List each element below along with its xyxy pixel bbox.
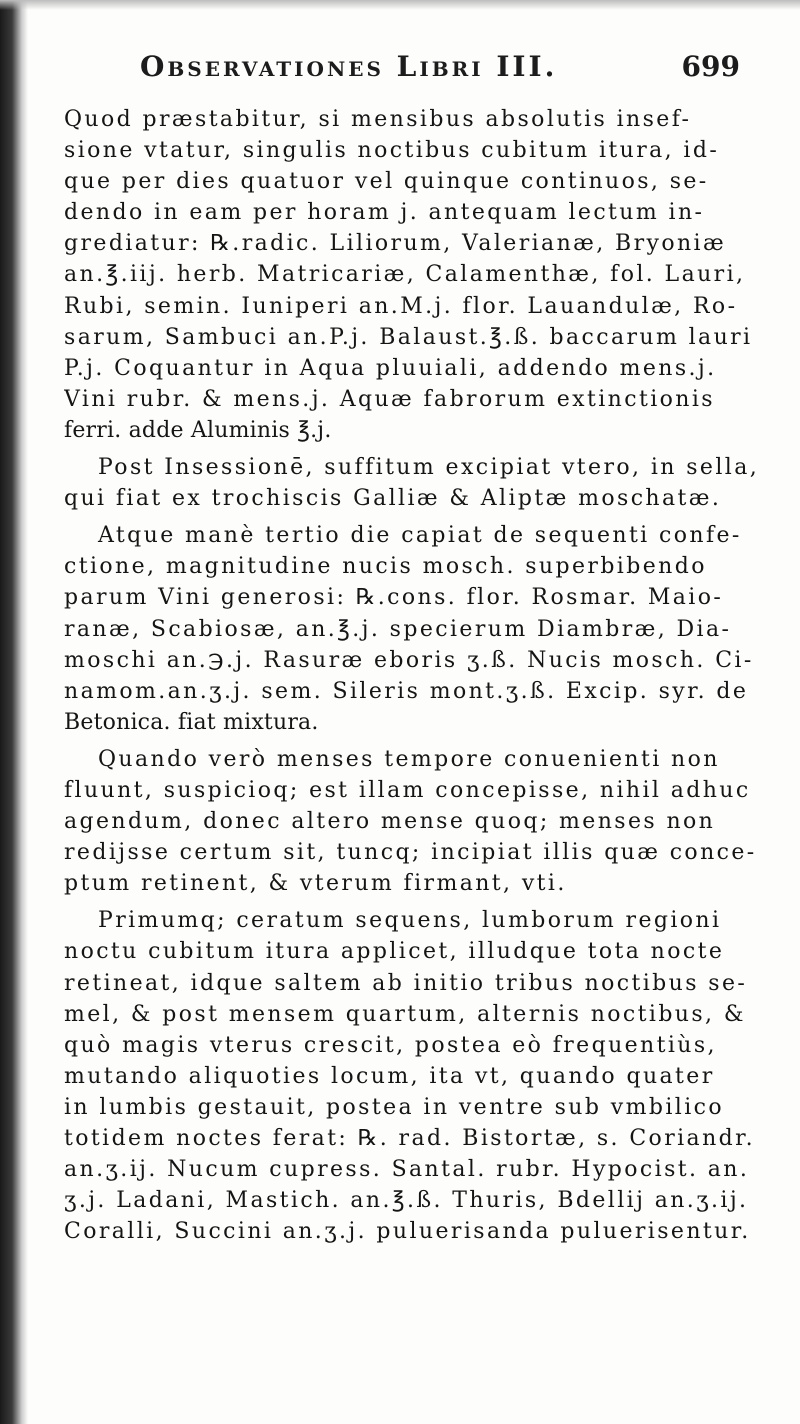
text-line: fluunt, suspicioq; est illam concepisse, nihil adhuc [64, 777, 751, 803]
text-line: ʒ.j. Ladani, Mastich. an.℥.ß. Thuris, Bdellij an.ʒ.ij. [64, 1188, 749, 1214]
text-line: totidem noctes ferat: ℞. rad. Bistortæ, s. Coriandr. [64, 1126, 756, 1151]
text-line: Primumq; ceratum sequens, lumborum regioni [98, 908, 722, 934]
text-line: P.j. Coquantur in Aqua pluuiali, addendo mens.j. [64, 355, 717, 381]
text-line: Rubi, semin. Iuniperi an.M.j. flor. Lauandulæ, Ro- [64, 293, 738, 319]
text-line: qui fiat ex trochiscis Galliæ & Aliptæ moschatæ. [64, 486, 722, 512]
text-line: mutando aliquoties locum, ita vt, quando quater [64, 1063, 715, 1089]
text-line: moschi an.℈.j. Rasuræ eboris ʒ.ß. Nucis mosch. Ci- [64, 647, 754, 673]
page-number: 699 [681, 50, 740, 83]
paragraph [64, 905, 768, 1247]
text-line: noctu cubitum itura applicet, illudque tota nocte [64, 939, 725, 965]
text-line: Atque manè tertio die capiat de sequenti confe- [98, 523, 742, 549]
text-line: Coralli, Succini an.ʒ.j. puluerisanda puluerisentur. [64, 1219, 751, 1245]
text-line: redijsse certum sit, tuncq; incipiat illis quæ conce- [64, 840, 757, 866]
text-line: agendum, donec altero mense quoq; menses non [64, 809, 716, 835]
text-line: mel, & post mensem quartum, alternis noctibus, & [64, 1001, 746, 1027]
paragraph [64, 520, 768, 738]
text-line: ptum retinent, & vterum firmant, vti. [64, 871, 567, 897]
text-line: Quando verò menses tempore conuenienti non [98, 746, 720, 772]
text-line: Quod præstabitur, si mensibus absolutis insef- [64, 107, 692, 132]
text-line: parum Vini generosi: ℞.cons. flor. Rosmar. Maio- [64, 585, 724, 611]
text-line: namom.an.ʒ.j. sem. Sileris mont.ʒ.ß. Excip. syr. de [64, 678, 749, 704]
text-line: ferri. adde Aluminis ℥.j. [64, 417, 332, 443]
text-line: Post Insessionē, suffitum excipiat vtero, in sella, [98, 455, 760, 481]
text-line: in lumbis gestauit, postea in ventre sub vmbilico [64, 1094, 725, 1120]
text-line: retineat, idque saltem ab initio tribus noctibus se- [64, 970, 748, 996]
text-line: ctione, magnitudine nucis mosch. superbibendo [64, 554, 707, 580]
text-line: que per dies quatuor vel quinque continuos, se- [64, 169, 709, 195]
text-line: Betonica. fiat mixtura. [64, 709, 319, 735]
paragraph [64, 104, 768, 446]
text-line: grediatur: ℞.radic. Liliorum, Valerianæ, Bryoniæ [64, 231, 727, 257]
text-line: ranæ, Scabiosæ, an.℥.j. specierum Diambræ, Dia- [64, 616, 732, 642]
paragraph [64, 452, 768, 514]
text-line: an.ʒ.ij. Nucum cupress. Santal. rubr. Hypocist. an. [64, 1157, 750, 1183]
running-title: Observationes Libri III. [140, 50, 558, 83]
text-line: an.℥.iij. herb. Matricariæ, Calamenthæ, fol. Lauri, [64, 262, 746, 288]
text-line: sarum, Sambuci an.P.j. Balaust.℥.ß. baccarum lauri [64, 324, 753, 350]
page-header [140, 50, 740, 94]
paragraph [64, 744, 768, 899]
page-binding-edge [0, 0, 28, 1424]
text-line: quò magis vterus crescit, postea eò frequentiùs, [64, 1032, 717, 1058]
page-top-shadow [0, 0, 800, 10]
text-line: dendo in eam per horam j. antequam lectum in- [64, 200, 705, 226]
text-line: Vini rubr. & mens.j. Aquæ fabrorum extinctionis [64, 386, 715, 412]
body-text [64, 104, 768, 1247]
text-line: sione vtatur, singulis noctibus cubitum itura, id- [64, 138, 720, 164]
